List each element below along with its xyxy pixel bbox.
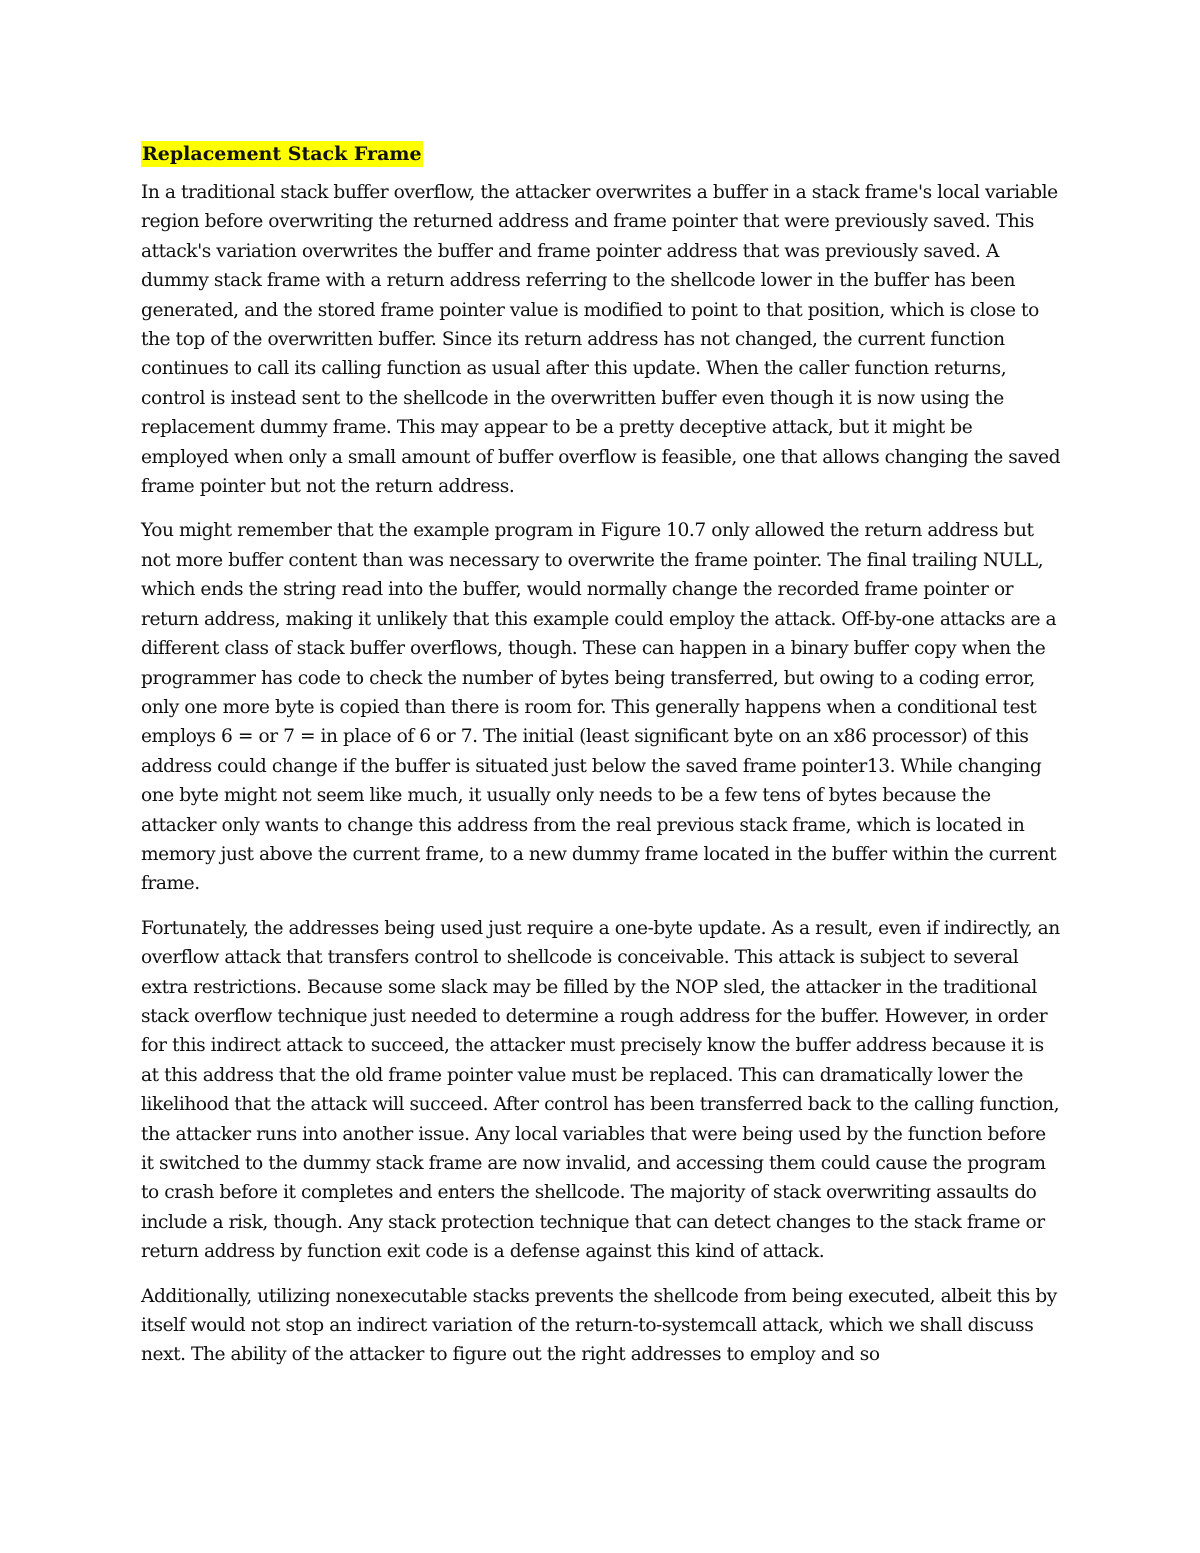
paragraph-4: Additionally, utilizing nonexecutable stacks prevents the shellcode from being executed, albeit this by itself would not stop an indirect variation of the return-to-systemcall attack, which we shall discuss next. The ability of the attacker to figure out the right addresses to employ and so [141, 1285, 1057, 1366]
paragraph-1: In a traditional stack buffer overflow, the attacker overwrites a buffer in a stack frame's local variable region before overwriting the returned address and frame pointer that were previously saved. This attack's variation overwrites the buffer and frame pointer address that was previously saved. A dummy stack frame with a return address referring to the shellcode lower in the buffer has been generated, and the stored frame pointer value is modified to point to that position, which is close to the top of the overwritten buffer. Since its return address has not changed, the current function continues to call its calling function as usual after this update. When the caller function returns, control is instead sent to the shellcode in the overwritten buffer even though it is now using the replacement dummy frame. This may appear to be a pretty deceptive attack, but it might be employed when only a small amount of buffer overflow is feasible, one that allows changing the saved frame pointer but not the return address. [141, 182, 1061, 498]
section-heading: Replacement Stack Frame [142, 143, 422, 165]
paragraph-2: You might remember that the example program in Figure 10.7 only allowed the return address but not more buffer content than was necessary to overwrite the frame pointer. The final trailing NULL, which ends the string read into the buffer, would normally change the recorded frame pointer or return address, making it unlikely that this example could employ the attack. Off-by-one attacks are a different class of stack buffer overflows, though. These can happen in a binary buffer copy when the programmer has code to check the number of bytes being transferred, but owing to a coding error, only one more byte is copied than there is room for. This generally happens when a conditional test employs 6 = or 7 = in place of 6 or 7. The initial (least significant byte on an x86 processor) of this address could change if the buffer is situated just below the saved frame pointer13. While changing one byte might not seem like much, it usually only needs to be a few tens of bytes because the attacker only wants to change this address from the real previous stack frame, which is located in memory just above the current frame, to a new dummy frame located in the buffer within the current frame. [141, 520, 1057, 895]
document-page [141, 141, 1061, 1385]
paragraph-3: Fortunately, the addresses being used just require a one-byte update. As a result, even if indirectly, an overflow attack that transfers control to shellcode is conceivable. This attack is subject to several extra restrictions. Because some slack may be filled by the NOP sled, the attacker in the traditional stack overflow technique just needed to determine a rough address for the buffer. However, in order for this indirect attack to succeed, the attacker must precisely know the buffer address because it is at this address that the old frame pointer value must be replaced. This can dramatically lower the likelihood that the attack will succeed. After control has been transferred back to the calling function, the attacker runs into another issue. Any local variables that were being used by the function before it switched to the dummy stack frame are now invalid, and accessing them could cause the program to crash before it completes and enters the shellcode. The majority of stack overwriting assaults do include a risk, though. Any stack protection technique that can detect changes to the stack frame or return address by function exit code is a defense against this kind of attack. [141, 917, 1060, 1263]
